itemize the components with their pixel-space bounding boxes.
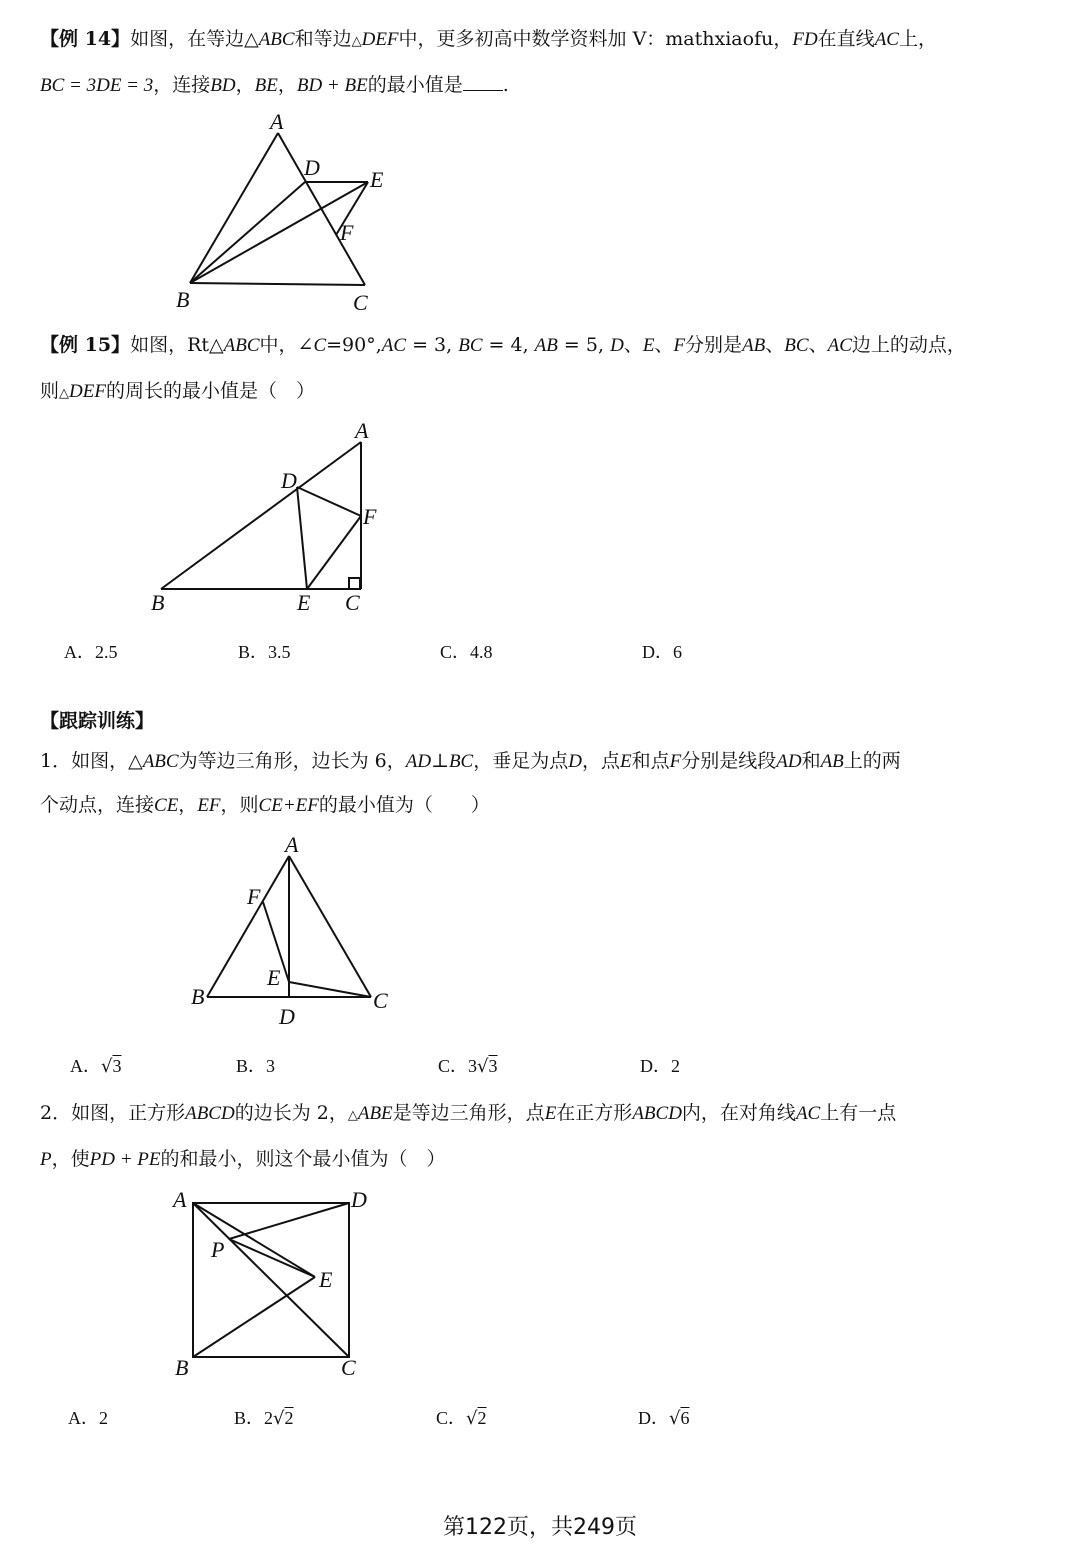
ex15-var: AB [534, 335, 558, 356]
q1-line-1 [40, 746, 901, 773]
ex15-var: ABC [223, 335, 260, 356]
triangle-symbol: △ [59, 386, 70, 401]
q1-option-c[interactable] [438, 1052, 498, 1078]
label-e: E [319, 1267, 333, 1292]
label-a: A [285, 832, 299, 857]
label-d: D [279, 1004, 295, 1029]
segment-de [297, 487, 307, 589]
q1-var: AD [405, 751, 432, 772]
label-c: C [373, 988, 388, 1013]
q1-text: 和点 [631, 750, 670, 772]
label-e: E [370, 167, 384, 192]
ex15-text: 中，∠ [259, 334, 314, 356]
ex14-text: 的最小值是 [367, 74, 463, 96]
q2-option-d[interactable] [638, 1404, 689, 1430]
label-a: A [270, 109, 284, 134]
q2-var: AC [795, 1103, 821, 1124]
q1-var: D [568, 751, 582, 772]
q1-var: CE+EF [258, 795, 319, 816]
segment-be [193, 1277, 315, 1357]
ex15-var: BC [458, 335, 483, 356]
label-f: F [363, 504, 377, 529]
q1-figure [185, 830, 405, 1030]
ex15-option-d[interactable]: D．6 [642, 642, 682, 662]
q1-text: 1．如图，△ [40, 750, 143, 772]
perp-symbol: ⊥ [431, 750, 449, 772]
ex15-var: DEF [69, 381, 106, 402]
q2-line-2 [40, 1144, 446, 1171]
q2-text: 的和最小，则这个最小值为（ ） [160, 1148, 446, 1170]
q1-text: ，则 [220, 794, 259, 816]
ex15-text: 、 [623, 334, 643, 356]
segment-ab [161, 442, 361, 589]
ex15-var: AC [381, 335, 407, 356]
ex14-var: FD [792, 29, 818, 50]
ex15-line-1 [40, 330, 966, 357]
q1-var: CE [154, 795, 179, 816]
triangle-symbol: △ [351, 34, 362, 49]
ex15-text: = 4, [482, 334, 535, 356]
q1-var: ABC [142, 751, 179, 772]
q1-option-a-prefix: A． [70, 1056, 101, 1076]
ex14-text: 在直线 [817, 28, 875, 50]
q1-var: EF [197, 795, 221, 816]
ex15-text: = 5, [557, 334, 611, 356]
right-angle-mark [349, 578, 360, 589]
q2-var: ABE [357, 1103, 393, 1124]
ex14-text: 中，更多初高中数学资料加 V：mathxiaofu， [398, 28, 793, 50]
q1-var: BC [448, 751, 474, 772]
q2-text: ，使 [51, 1148, 90, 1170]
ex15-var: E [642, 335, 655, 356]
ex15-var: F [673, 335, 686, 356]
ex15-var: AB [742, 335, 766, 356]
ex15-var: D [610, 335, 624, 356]
ex14-text: 上， [898, 28, 937, 50]
ex15-option-c[interactable]: C．4.8 [440, 642, 493, 662]
answer-blank [463, 76, 503, 91]
q2-text: 的边长为 2， [234, 1102, 348, 1124]
ex15-text: = 3, [406, 334, 459, 356]
label-b: B [175, 1355, 189, 1380]
ex14-text: ，连接 [153, 74, 211, 96]
ex15-text: 边上的动点， [851, 334, 966, 356]
segment-bd [190, 182, 305, 283]
ex15-text: 则 [40, 380, 60, 402]
q1-var: F [669, 751, 682, 772]
q1-text: 上的两 [843, 750, 901, 772]
ex15-option-b[interactable]: B．3.5 [238, 642, 291, 662]
ex14-line-2 [40, 70, 509, 97]
q1-text: ，点 [581, 750, 620, 772]
label-b: B [191, 984, 205, 1009]
ex15-text: 的周长的最小值是（ ） [105, 380, 315, 402]
q1-text: 的最小值为（ ） [318, 794, 490, 816]
practice-title-text: 【跟踪训练】 [40, 710, 155, 732]
label-c: C [341, 1355, 356, 1380]
ex14-text: 和等边 [294, 28, 352, 50]
label-a: A [173, 1187, 187, 1212]
q2-option-b-radicand: 2 [284, 1408, 294, 1428]
label-c: C [345, 590, 360, 615]
segment-ab [190, 133, 278, 283]
ex14-var: AC [874, 29, 899, 50]
ex14-text: 如图，在等边△ [130, 28, 259, 50]
segment-ec [289, 982, 371, 997]
label-f: F [247, 884, 261, 909]
label-p: P [211, 1237, 225, 1262]
ex14-var: ABC [258, 29, 295, 50]
sqrt-sign: √ [477, 1056, 489, 1077]
page-footer: 第122页，共249页 [443, 1515, 637, 1540]
ex14-var: BC = 3DE = 3 [40, 75, 154, 96]
q2-text: 内，在对角线 [681, 1102, 796, 1124]
q1-text: ， [178, 794, 198, 816]
q2-option-b[interactable] [234, 1404, 294, 1430]
q1-option-b[interactable]: B．3 [236, 1056, 276, 1076]
ex14-var: DEF [361, 29, 399, 50]
ex14-text: ， [277, 74, 297, 96]
sqrt-sign: √ [669, 1408, 681, 1429]
q2-option-d-prefix: D． [638, 1408, 669, 1428]
triangle-symbol: △ [347, 1108, 358, 1123]
practice-title [40, 706, 154, 733]
q1-var: AB [820, 751, 844, 772]
ex14-line-1 [40, 24, 937, 51]
q2-var: P [40, 1149, 52, 1170]
q1-text: 分别是线段 [681, 750, 777, 772]
sqrt-sign: √ [273, 1408, 285, 1429]
ex15-var: C [313, 335, 327, 356]
q1-text: 个动点，连接 [40, 794, 155, 816]
q2-text: 2．如图，正方形 [40, 1102, 186, 1124]
ex14-var: BD [210, 75, 236, 96]
segment-pe [229, 1239, 315, 1277]
q2-option-b-prefix: B．2 [234, 1408, 274, 1428]
ex15-tag: 【例 15】 [40, 334, 131, 356]
q2-text: 上有一点 [820, 1102, 897, 1124]
ex15-var: BC [784, 335, 809, 356]
q2-option-c-radicand: 2 [477, 1408, 487, 1428]
ex14-var: BD + BE [296, 75, 368, 96]
q2-line-1 [40, 1098, 896, 1125]
label-e: E [297, 590, 311, 615]
q1-option-d[interactable]: D．2 [640, 1056, 680, 1076]
label-d: D [351, 1187, 367, 1212]
label-b: B [176, 287, 190, 312]
segment-pd [229, 1203, 349, 1239]
q2-option-c-prefix: C． [436, 1408, 467, 1428]
q1-var: E [619, 751, 632, 772]
q2-var: PD + PE [89, 1149, 161, 1170]
sqrt-sign: √ [101, 1056, 113, 1077]
ex15-text: 、 [654, 334, 674, 356]
sqrt-sign: √ [466, 1408, 478, 1429]
label-d: D [304, 155, 320, 180]
ex15-text: 分别是 [685, 334, 743, 356]
ex15-text: 如图，Rt△ [130, 334, 224, 356]
ex15-text: =90°, [326, 334, 382, 356]
q2-option-a[interactable]: A．2 [68, 1408, 108, 1428]
ex15-text: 、 [765, 334, 785, 356]
q1-option-a[interactable] [70, 1052, 121, 1078]
ex14-text: . [502, 74, 509, 96]
segment-df [297, 487, 361, 516]
q2-var: ABCD [632, 1103, 682, 1124]
ex14-tag: 【例 14】 [40, 28, 131, 50]
label-e: E [267, 965, 281, 990]
ex14-figure [170, 105, 410, 320]
ex14-var: BE [254, 75, 278, 96]
q2-var: E [544, 1103, 557, 1124]
label-a: A [355, 418, 369, 443]
q2-var: ABCD [185, 1103, 235, 1124]
label-c: C [353, 290, 368, 315]
q1-text: ，垂足为点 [473, 750, 569, 772]
segment-bc [190, 283, 365, 285]
segment-ac [289, 856, 371, 997]
q1-line-2 [40, 790, 490, 817]
ex15-text: 、 [808, 334, 828, 356]
q2-option-d-radicand: 6 [680, 1408, 690, 1428]
q2-figure [165, 1185, 385, 1385]
ex15-var: AC [827, 335, 852, 356]
q2-option-c[interactable] [436, 1404, 487, 1430]
ex14-text: ， [235, 74, 255, 96]
ex15-line-2 [40, 376, 315, 403]
label-f: F [340, 220, 354, 245]
ex15-option-a[interactable]: A．2.5 [64, 642, 118, 662]
q1-text: 和 [801, 750, 821, 772]
q1-option-a-radicand: 3 [112, 1056, 122, 1076]
q1-var: AD [776, 751, 802, 772]
q1-text: 为等边三角形，边长为 6， [178, 750, 406, 772]
q1-option-c-radicand: 3 [488, 1056, 498, 1076]
q1-option-c-prefix: C．3 [438, 1056, 478, 1076]
label-b: B [151, 590, 165, 615]
q2-text: 是等边三角形，点 [392, 1102, 545, 1124]
q2-text: 在正方形 [556, 1102, 633, 1124]
ex15-figure [145, 418, 395, 618]
label-d: D [281, 468, 297, 493]
